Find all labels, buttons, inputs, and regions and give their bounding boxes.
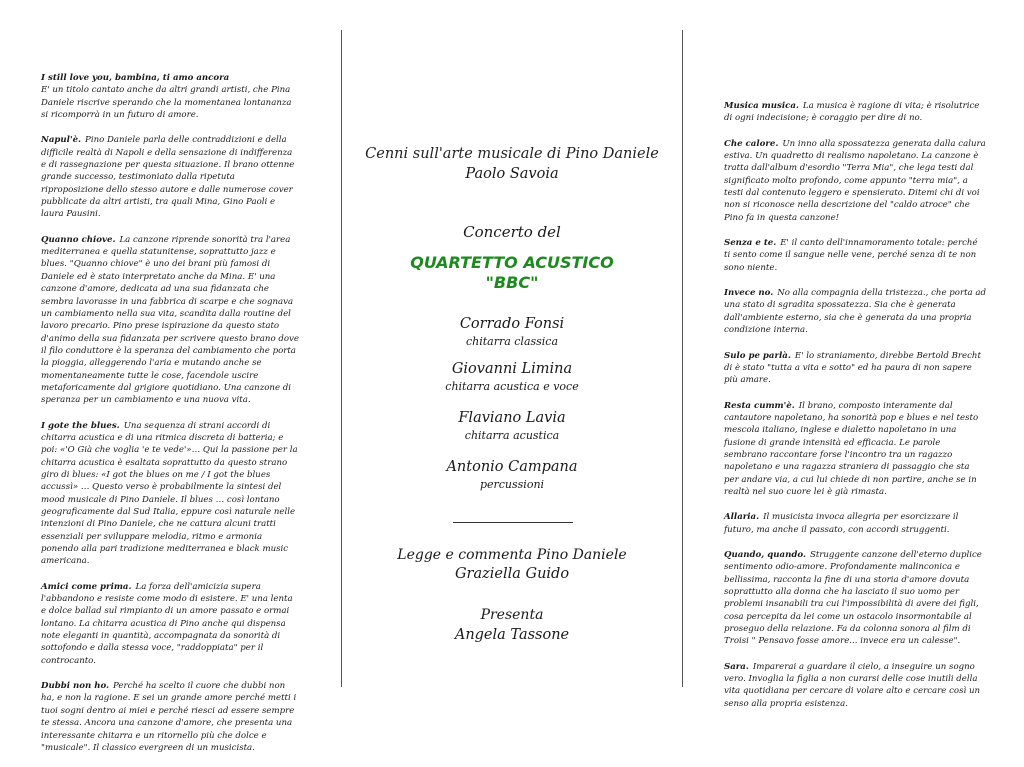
member-name: Corrado Fonsi — [459, 316, 565, 332]
song-entry — [724, 138, 986, 224]
presenter-name: Angela Tassone — [454, 627, 570, 643]
member-role: chitarra acustica — [464, 429, 560, 442]
song-text: E' lo straniamento, direbbe Bertold Brecht di è stato "tutta a vita e sotto" ed ha paura di non sapere più amare. — [724, 350, 981, 386]
song-text: La forza dell'amicizia supera l'abbandono e resiste come modo di esistere. E' una lenta e dolce ballad sul rimpianto di un amore passato e ormai lontano. La chitarra acustica di Pino anche qui dispensa note eleganti in quantità, accompagnata da sonorità di sottofondo e dalla stessa voce, "raddoppiata" per il controcanto. — [41, 581, 293, 666]
song-title: Dubbi non ho. — [41, 681, 110, 692]
song-title: Sara. — [724, 661, 749, 672]
song-title: Invece no. — [724, 288, 774, 299]
song-entry — [724, 511, 986, 536]
song-entry — [724, 661, 986, 710]
program-author: Paolo Savoia — [465, 166, 559, 182]
song-title: I gote the blues. — [41, 420, 120, 431]
song-entry — [41, 72, 299, 121]
center-panel — [342, 0, 682, 724]
song-text: No alla compagnia della tristezza., che porta ad una stato di sgradita spossatezza. Sia che è generata dall'ambiente esterno, sia che è generata da una propria condizione interna. — [724, 288, 987, 336]
song-title: Napul'è. — [41, 135, 82, 146]
left-column — [41, 72, 299, 767]
song-entry — [41, 581, 299, 667]
song-entry — [41, 234, 299, 407]
song-title: Allaria. — [724, 512, 760, 523]
presenter-heading: Presenta — [480, 607, 544, 623]
right-column — [724, 100, 986, 723]
song-text: Pino Daniele parla delle contraddizioni e della difficile realtà di Napoli e della sensazione di indifferenza e di rassegnazione per questa situazione. Il brano ottenne grande successo, testimoniato dalla ripetuta riproposizione dello stesso autore e dalle numerose cover pubblicate da altri artisti, tra quali Mina, Gino Paoli e laura Pausini. — [41, 135, 295, 220]
song-title: Senza e te. — [724, 238, 777, 249]
song-title: I still love you, bambina, ti amo ancora — [41, 73, 230, 83]
song-title: Resta cumm'è. — [724, 400, 795, 411]
reader-heading: Legge e commenta Pino Daniele — [397, 547, 627, 563]
member-name: Flaviano Lavia — [458, 410, 566, 426]
reader-name: Graziella Guido — [454, 566, 570, 582]
song-entry — [724, 350, 986, 387]
song-text: E' il canto dell'innamoramento totale: perché ti sento come il sangue nelle vene, perché senza di te non sono niente. — [724, 238, 978, 273]
song-entry — [724, 100, 986, 125]
member-name: Giovanni Limina — [451, 361, 573, 377]
group-name: QUARTETTO ACUSTICO — [410, 253, 614, 272]
center-rule — [453, 522, 573, 523]
song-text: La musica è ragione di vita; è risolutrice di ogni indecisione; è coraggio per dire di no. — [724, 101, 980, 124]
member-role: chitarra acustica e voce — [445, 380, 579, 393]
song-entry — [724, 237, 986, 274]
song-title: Sulo pe parlà. — [724, 350, 791, 361]
program-intro: Cenni sull'arte musicale di Pino Daniele — [365, 146, 659, 162]
song-entry — [41, 420, 299, 568]
song-title: Che calore. — [724, 138, 779, 149]
song-title: Amici come prima. — [41, 581, 132, 592]
member-name: Antonio Campana — [446, 459, 578, 475]
song-title: Quando, quando. — [724, 549, 806, 560]
song-entry — [41, 680, 299, 754]
song-text: Perché ha scelto il cuore che dubbi non ha, e non la ragione. E sei un grande amore perché metti i tuoi sogni dentro ai miei e perché riesci ad essere sempre te stessa. Ancora una canzone d'amore, che presenta una interessante chitarra e un ritornello più che dolce e "musicale". Il classico evergreen di un musicista. — [41, 681, 297, 753]
song-entry — [724, 287, 986, 336]
song-text: Struggente canzone dell'eterno duplice sentimento odio-amore. Profondamente malinconica e bellissima, racconta la fine di una storia d'amore dovuta soprattutto alla donna che ha lasciato il suo uomo per problemi insanabili tra cui l'impossibilità di avere dei figli, cosa percepita da lei come un ostacolo insormontabile al proseguo della relazione. Fa da colonna sonora al film di Troisi " Pensavo fosse amore... invece era un calesse". — [724, 549, 982, 647]
song-entry — [41, 134, 299, 220]
song-text: La canzone riprende sonorità tra l'area mediterranea e quella statunitense, soprattutto jazz e blues. "Quanno chiove" è uno dei brani più famosi di Daniele ed è stato interpretato anche da Mina. E' una canzone d'amore, dedicata ad una sua fidanzata che sembra lavorasse in una fabbrica di scarpe e che sognava un cambiamento nella sua vita, scandita dalla routine del lavoro precario. Pino prese ispirazione da questo stato d'animo della sua fidanzata per scrivere questo brano dove il filo conduttore è la speranza del cambiamento che porta la pioggia, alleggerendo l'aria e mutando anche se momentaneamente tutte le cose, facendole uscire metaforicamente dal grigiore quotidiano. Una canzone di speranza per un cambiamento e una nuova vita. — [41, 234, 299, 406]
group-nickname: "BBC" — [485, 273, 539, 292]
song-text: Il musicista invoca allegria per esorcizzare il futuro, ma anche il passato, con accordi struggenti. — [724, 512, 959, 535]
song-entry — [724, 400, 986, 499]
member-role: chitarra classica — [465, 335, 559, 348]
concerto-heading: Concerto del — [463, 223, 561, 241]
song-text: E' un titolo cantato anche da altri grandi artisti, che Pina Daniele riscrive sperando che la momentanea lontananza si ricomporrà in un futuro di amore. — [41, 85, 292, 121]
member-role: percussioni — [479, 478, 545, 491]
song-entry — [724, 549, 986, 648]
song-text: Il brano, composto interamente dal cantautore napoletano, ha sonorità pop e blues e nel testo mescola italiano, inglese e dialetto napoletano in una fusione di grande intensità ed efficacia. Le parole sembrano raccontare forse l'incontro tra un ragazzo napoletano e una ragazza straniera di passaggio che sta per andare via, a cui lui chiede di non partire, anche se in realtà nel suo cuore lei è già rimasta. — [724, 400, 979, 497]
column-divider-right — [682, 30, 683, 687]
song-title: Quanno chiove. — [41, 234, 116, 245]
song-text: Una sequenza di strani accordi di chitarra acustica e di una ritmica discreta di batteria; e poi: «'O Già che voglia 'e te vede'»… Qui la passione per la chitarra acustica è esaltata soprattutto da questo strano giro di blues: «I got the blues on me / I got the blues accussì» … Questo verso è probabilmente la sintesi del mood musicale di Pino Daniele. Il blues … così lontano geograficamente dal Sud Italia, eppure così naturale nelle intenzioni di Pino Daniele, che ne cattura alcuni tratti essenziali per sviluppare melodia, ritmo e armonia ponendo alla pari tradizione mediterranea e black music americana. — [41, 420, 298, 567]
song-text: Un inno alla spossatezza generata dalla calura estiva. Un quadretto di realismo napoletano. La canzone è tratta dall'album d'esordio "Terra Mia", che lega testi dal significato molto profondo, come appunto "terra mia", a testi dal contenuto leggero e spensierato. Ditemi chi di voi non si riconosce nella descrizione del "caldo atroce" che Pino fa in questa canzone! — [724, 138, 986, 223]
song-title: Musica musica. — [724, 101, 799, 111]
song-text: Imparerai a guardare il cielo, a inseguire un sogno vero. Invoglia la figlia a non curarsi delle cose inutili della vita quotidiana per cercare di volare alto e cercare così un senso alla propria esistenza. — [724, 661, 981, 709]
